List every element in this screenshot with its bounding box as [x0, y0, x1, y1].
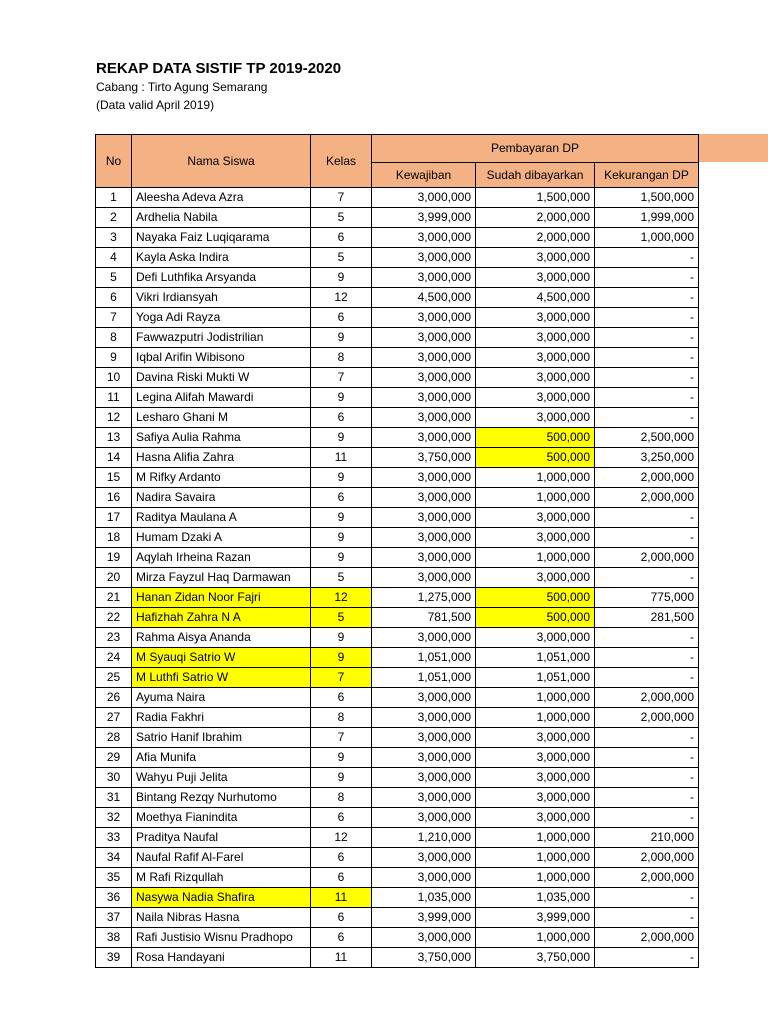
cell-kelas: 6	[311, 808, 372, 828]
cell-kelas: 9	[311, 428, 372, 448]
cell-sudah: 3,000,000	[476, 388, 595, 408]
cell-no: 6	[96, 288, 132, 308]
cell-sudah: 3,000,000	[476, 628, 595, 648]
cell-no: 4	[96, 248, 132, 268]
cell-sudah: 1,000,000	[476, 688, 595, 708]
cell-sudah: 1,000,000	[476, 708, 595, 728]
cell-kekurangan: 2,000,000	[595, 488, 699, 508]
cell-nama: Nayaka Faiz Luqiqarama	[132, 228, 311, 248]
cell-sudah: 1,000,000	[476, 928, 595, 948]
cell-nama: M Luthfi Satrio W	[132, 668, 311, 688]
cell-sudah: 3,999,000	[476, 908, 595, 928]
cell-kewajiban: 3,000,000	[372, 708, 476, 728]
cell-kewajiban: 1,051,000	[372, 648, 476, 668]
cell-kewajiban: 3,000,000	[372, 348, 476, 368]
table-row	[96, 528, 699, 548]
table-row	[96, 488, 699, 508]
cell-kelas: 9	[311, 528, 372, 548]
cell-kewajiban: 3,000,000	[372, 748, 476, 768]
cell-no: 21	[96, 588, 132, 608]
cell-sudah: 1,000,000	[476, 488, 595, 508]
cell-no: 5	[96, 268, 132, 288]
cell-kekurangan: -	[595, 768, 699, 788]
cell-sudah: 2,000,000	[476, 228, 595, 248]
table-row	[96, 588, 699, 608]
cell-no: 2	[96, 208, 132, 228]
cell-no: 1	[96, 188, 132, 208]
table-row	[96, 948, 699, 968]
document-title: REKAP DATA SISTIF TP 2019-2020	[96, 60, 342, 77]
table-row	[96, 248, 699, 268]
cell-nama: Hafizhah Zahra N A	[132, 608, 311, 628]
cell-kekurangan: -	[595, 728, 699, 748]
cell-nama: M Syauqi Satrio W	[132, 648, 311, 668]
col-header-sudah: Sudah dibayarkan	[476, 163, 595, 188]
cell-nama: Hasna Alifia Zahra	[132, 448, 311, 468]
cell-kekurangan: 1,999,000	[595, 208, 699, 228]
table-row	[96, 768, 699, 788]
table-row	[96, 788, 699, 808]
cell-kekurangan: -	[595, 268, 699, 288]
cell-nama: Raditya Maulana A	[132, 508, 311, 528]
cell-no: 29	[96, 748, 132, 768]
cell-kelas: 9	[311, 548, 372, 568]
cell-no: 13	[96, 428, 132, 448]
cell-kekurangan: -	[595, 808, 699, 828]
cell-kewajiban: 3,000,000	[372, 848, 476, 868]
cell-kekurangan: 2,000,000	[595, 468, 699, 488]
cell-kewajiban: 3,999,000	[372, 908, 476, 928]
cell-kewajiban: 3,750,000	[372, 448, 476, 468]
cell-kelas: 5	[311, 568, 372, 588]
table-row	[96, 468, 699, 488]
cell-kekurangan: -	[595, 528, 699, 548]
cell-nama: Radia Fakhri	[132, 708, 311, 728]
table-row	[96, 548, 699, 568]
cell-nama: Satrio Hanif Ibrahim	[132, 728, 311, 748]
cell-sudah: 1,035,000	[476, 888, 595, 908]
cell-no: 11	[96, 388, 132, 408]
cell-kelas: 11	[311, 948, 372, 968]
cell-nama: Vikri Irdiansyah	[132, 288, 311, 308]
cell-kelas: 6	[311, 488, 372, 508]
cell-no: 10	[96, 368, 132, 388]
cell-kelas: 11	[311, 448, 372, 468]
table-row	[96, 808, 699, 828]
table-row	[96, 928, 699, 948]
cell-nama: Afia Munifa	[132, 748, 311, 768]
cell-kekurangan: 1,500,000	[595, 188, 699, 208]
cell-kekurangan: -	[595, 668, 699, 688]
cell-no: 15	[96, 468, 132, 488]
cell-kewajiban: 3,000,000	[372, 788, 476, 808]
cell-kewajiban: 1,051,000	[372, 668, 476, 688]
cell-nama: Davina Riski Mukti W	[132, 368, 311, 388]
cell-kewajiban: 3,000,000	[372, 228, 476, 248]
cell-kewajiban: 3,000,000	[372, 808, 476, 828]
cell-no: 12	[96, 408, 132, 428]
cell-kekurangan: 2,000,000	[595, 688, 699, 708]
cell-no: 33	[96, 828, 132, 848]
cell-kelas: 11	[311, 888, 372, 908]
cell-no: 20	[96, 568, 132, 588]
cell-kewajiban: 3,750,000	[372, 948, 476, 968]
cell-kewajiban: 3,000,000	[372, 468, 476, 488]
cell-kekurangan: -	[595, 368, 699, 388]
cell-kewajiban: 3,000,000	[372, 308, 476, 328]
cell-kelas: 7	[311, 368, 372, 388]
table-row	[96, 848, 699, 868]
cell-kekurangan: -	[595, 408, 699, 428]
cell-nama: Ayuma Naira	[132, 688, 311, 708]
cell-kekurangan: 2,500,000	[595, 428, 699, 448]
col-header-kewajiban: Kewajiban	[372, 163, 476, 188]
cell-kekurangan: -	[595, 508, 699, 528]
cell-nama: Legina Alifah Mawardi	[132, 388, 311, 408]
cell-no: 16	[96, 488, 132, 508]
cell-kelas: 6	[311, 228, 372, 248]
table-row	[96, 648, 699, 668]
cell-kewajiban: 3,000,000	[372, 728, 476, 748]
cell-kelas: 9	[311, 328, 372, 348]
cell-nama: Praditya Naufal	[132, 828, 311, 848]
cell-kelas: 8	[311, 708, 372, 728]
cell-kekurangan: -	[595, 948, 699, 968]
table-row	[96, 408, 699, 428]
cell-kekurangan: -	[595, 388, 699, 408]
table-row	[96, 328, 699, 348]
cell-kewajiban: 3,000,000	[372, 548, 476, 568]
table-row	[96, 388, 699, 408]
cell-kewajiban: 3,999,000	[372, 208, 476, 228]
cell-kekurangan: -	[595, 748, 699, 768]
cell-kewajiban: 3,000,000	[372, 368, 476, 388]
cell-nama: Naila Nibras Hasna	[132, 908, 311, 928]
cell-sudah: 3,000,000	[476, 408, 595, 428]
cell-kewajiban: 3,000,000	[372, 508, 476, 528]
cell-sudah: 3,000,000	[476, 328, 595, 348]
cell-no: 23	[96, 628, 132, 648]
cell-nama: Iqbal Arifin Wibisono	[132, 348, 311, 368]
cell-nama: Rafi Justisio Wisnu Pradhopo	[132, 928, 311, 948]
cell-kewajiban: 3,000,000	[372, 408, 476, 428]
cell-sudah: 3,000,000	[476, 768, 595, 788]
table-row	[96, 188, 699, 208]
document-header	[96, 60, 341, 114]
table-row	[96, 448, 699, 468]
cell-no: 19	[96, 548, 132, 568]
table-row	[96, 748, 699, 768]
cell-kekurangan: -	[595, 288, 699, 308]
cell-nama: Bintang Rezqy Nurhutomo	[132, 788, 311, 808]
cell-kekurangan: -	[595, 788, 699, 808]
cell-sudah: 1,000,000	[476, 468, 595, 488]
cell-no: 24	[96, 648, 132, 668]
table-row	[96, 728, 699, 748]
cell-no: 18	[96, 528, 132, 548]
cell-no: 7	[96, 308, 132, 328]
header-fill-extension	[698, 134, 768, 162]
cell-sudah: 4,500,000	[476, 288, 595, 308]
table-row	[96, 568, 699, 588]
cell-kewajiban: 781,500	[372, 608, 476, 628]
payment-recap-table	[95, 134, 699, 968]
cell-sudah: 3,000,000	[476, 788, 595, 808]
cell-kelas: 9	[311, 648, 372, 668]
cell-nama: Humam Dzaki A	[132, 528, 311, 548]
cell-sudah: 3,000,000	[476, 248, 595, 268]
cell-nama: Aleesha Adeva Azra	[132, 188, 311, 208]
cell-kewajiban: 3,000,000	[372, 488, 476, 508]
cell-no: 22	[96, 608, 132, 628]
cell-kewajiban: 3,000,000	[372, 248, 476, 268]
cell-kekurangan: -	[595, 308, 699, 328]
table-row	[96, 908, 699, 928]
table-row	[96, 348, 699, 368]
cell-no: 27	[96, 708, 132, 728]
cell-kelas: 7	[311, 188, 372, 208]
col-header-pembayaran: Pembayaran DP	[372, 135, 699, 163]
cell-nama: Rahma Aisya Ananda	[132, 628, 311, 648]
cell-no: 36	[96, 888, 132, 908]
table-row	[96, 268, 699, 288]
cell-no: 8	[96, 328, 132, 348]
cell-sudah: 3,750,000	[476, 948, 595, 968]
cell-nama: Hanan Zidan Noor Fajri	[132, 588, 311, 608]
cell-kewajiban: 1,210,000	[372, 828, 476, 848]
table-row	[96, 288, 699, 308]
validity-note: (Data valid April 2019)	[96, 98, 215, 112]
cell-no: 38	[96, 928, 132, 948]
cell-sudah: 3,000,000	[476, 808, 595, 828]
cell-sudah: 2,000,000	[476, 208, 595, 228]
cell-no: 26	[96, 688, 132, 708]
cell-kekurangan: 775,000	[595, 588, 699, 608]
cell-kelas: 5	[311, 608, 372, 628]
cell-kekurangan: -	[595, 328, 699, 348]
cell-kewajiban: 3,000,000	[372, 688, 476, 708]
cell-nama: Ardhelia Nabila	[132, 208, 311, 228]
table-row	[96, 868, 699, 888]
cell-sudah: 3,000,000	[476, 508, 595, 528]
cell-sudah: 3,000,000	[476, 368, 595, 388]
cell-nama: Safiya Aulia Rahma	[132, 428, 311, 448]
cell-kelas: 5	[311, 208, 372, 228]
cell-nama: Rosa Handayani	[132, 948, 311, 968]
cell-nama: Wahyu Puji Jelita	[132, 768, 311, 788]
cell-kelas: 7	[311, 668, 372, 688]
cell-kewajiban: 3,000,000	[372, 568, 476, 588]
cell-kekurangan: 2,000,000	[595, 708, 699, 728]
col-header-no: No	[96, 135, 132, 188]
cell-no: 14	[96, 448, 132, 468]
cell-nama: Fawwazputri Jodistrilian	[132, 328, 311, 348]
cell-sudah: 1,051,000	[476, 668, 595, 688]
table-row	[96, 428, 699, 448]
cell-kekurangan: -	[595, 628, 699, 648]
cell-kewajiban: 3,000,000	[372, 188, 476, 208]
cell-kelas: 6	[311, 928, 372, 948]
table-row	[96, 368, 699, 388]
cell-nama: Aqylah Irheina Razan	[132, 548, 311, 568]
cell-kelas: 9	[311, 628, 372, 648]
cell-sudah: 3,000,000	[476, 268, 595, 288]
table-row	[96, 508, 699, 528]
cell-sudah: 3,000,000	[476, 528, 595, 548]
cell-no: 3	[96, 228, 132, 248]
cell-sudah: 1,000,000	[476, 848, 595, 868]
cell-kewajiban: 3,000,000	[372, 528, 476, 548]
cell-kekurangan: 1,000,000	[595, 228, 699, 248]
table-row	[96, 888, 699, 908]
cell-nama: Nasywa Nadia Shafira	[132, 888, 311, 908]
cell-kelas: 9	[311, 768, 372, 788]
cell-sudah: 3,000,000	[476, 348, 595, 368]
cell-nama: M Rafi Rizqullah	[132, 868, 311, 888]
table-row	[96, 308, 699, 328]
cell-nama: Defi Luthfika Arsyanda	[132, 268, 311, 288]
cell-nama: Naufal Rafif Al-Farel	[132, 848, 311, 868]
cell-sudah: 1,500,000	[476, 188, 595, 208]
cell-kewajiban: 3,000,000	[372, 628, 476, 648]
cell-kelas: 6	[311, 688, 372, 708]
cell-kewajiban: 3,000,000	[372, 328, 476, 348]
cell-no: 9	[96, 348, 132, 368]
cell-nama: Moethya Fianindita	[132, 808, 311, 828]
col-header-kelas: Kelas	[311, 135, 372, 188]
cell-no: 39	[96, 948, 132, 968]
cell-no: 30	[96, 768, 132, 788]
cell-kelas: 9	[311, 748, 372, 768]
cell-kekurangan: 2,000,000	[595, 928, 699, 948]
cell-kelas: 7	[311, 728, 372, 748]
cell-no: 35	[96, 868, 132, 888]
cell-sudah: 500,000	[476, 588, 595, 608]
cell-kelas: 12	[311, 588, 372, 608]
cell-kelas: 6	[311, 408, 372, 428]
cell-sudah: 500,000	[476, 428, 595, 448]
cell-kelas: 9	[311, 508, 372, 528]
cell-kewajiban: 3,000,000	[372, 768, 476, 788]
cell-kewajiban: 3,000,000	[372, 428, 476, 448]
cell-no: 37	[96, 908, 132, 928]
cell-kekurangan: 2,000,000	[595, 868, 699, 888]
cell-no: 34	[96, 848, 132, 868]
cell-nama: Lesharo Ghani M	[132, 408, 311, 428]
cell-kelas: 9	[311, 468, 372, 488]
col-header-nama: Nama Siswa	[132, 135, 311, 188]
cell-kekurangan: 2,000,000	[595, 548, 699, 568]
cell-sudah: 3,000,000	[476, 728, 595, 748]
cell-kewajiban: 3,000,000	[372, 868, 476, 888]
cell-nama: Mirza Fayzul Haq Darmawan	[132, 568, 311, 588]
cell-nama: Yoga Adi Rayza	[132, 308, 311, 328]
cell-kewajiban: 3,000,000	[372, 268, 476, 288]
cell-no: 25	[96, 668, 132, 688]
cell-kelas: 12	[311, 288, 372, 308]
cell-kekurangan: -	[595, 648, 699, 668]
cell-kewajiban: 1,035,000	[372, 888, 476, 908]
col-header-kekurangan: Kekurangan DP	[595, 163, 699, 188]
cell-kelas: 9	[311, 268, 372, 288]
cell-kelas: 5	[311, 248, 372, 268]
cell-no: 28	[96, 728, 132, 748]
cell-sudah: 3,000,000	[476, 568, 595, 588]
branch-label: Cabang : Tirto Agung Semarang	[96, 80, 268, 94]
cell-no: 17	[96, 508, 132, 528]
cell-no: 32	[96, 808, 132, 828]
table-row	[96, 208, 699, 228]
cell-nama: Kayla Aska Indira	[132, 248, 311, 268]
cell-kelas: 9	[311, 388, 372, 408]
cell-kekurangan: 281,500	[595, 608, 699, 628]
table-row	[96, 688, 699, 708]
table-row	[96, 828, 699, 848]
cell-kekurangan: -	[595, 348, 699, 368]
cell-kekurangan: -	[595, 248, 699, 268]
table-row	[96, 628, 699, 648]
cell-sudah: 500,000	[476, 608, 595, 628]
cell-kelas: 8	[311, 348, 372, 368]
cell-kewajiban: 1,275,000	[372, 588, 476, 608]
cell-sudah: 1,000,000	[476, 828, 595, 848]
cell-nama: M Rifky Ardanto	[132, 468, 311, 488]
cell-kelas: 6	[311, 308, 372, 328]
table-row	[96, 228, 699, 248]
cell-sudah: 3,000,000	[476, 308, 595, 328]
table-row	[96, 708, 699, 728]
cell-kekurangan: -	[595, 888, 699, 908]
cell-kekurangan: 3,250,000	[595, 448, 699, 468]
cell-kekurangan: -	[595, 568, 699, 588]
cell-no: 31	[96, 788, 132, 808]
cell-kekurangan: -	[595, 908, 699, 928]
cell-kelas: 6	[311, 908, 372, 928]
table-row	[96, 668, 699, 688]
table-row	[96, 608, 699, 628]
cell-sudah: 1,000,000	[476, 548, 595, 568]
cell-kelas: 6	[311, 848, 372, 868]
cell-sudah: 1,000,000	[476, 868, 595, 888]
cell-kekurangan: 2,000,000	[595, 848, 699, 868]
cell-sudah: 1,051,000	[476, 648, 595, 668]
cell-kelas: 8	[311, 788, 372, 808]
cell-sudah: 3,000,000	[476, 748, 595, 768]
cell-kekurangan: 210,000	[595, 828, 699, 848]
cell-kewajiban: 4,500,000	[372, 288, 476, 308]
cell-kewajiban: 3,000,000	[372, 388, 476, 408]
cell-kelas: 12	[311, 828, 372, 848]
cell-kelas: 6	[311, 868, 372, 888]
cell-kewajiban: 3,000,000	[372, 928, 476, 948]
cell-sudah: 500,000	[476, 448, 595, 468]
cell-nama: Nadira Savaira	[132, 488, 311, 508]
